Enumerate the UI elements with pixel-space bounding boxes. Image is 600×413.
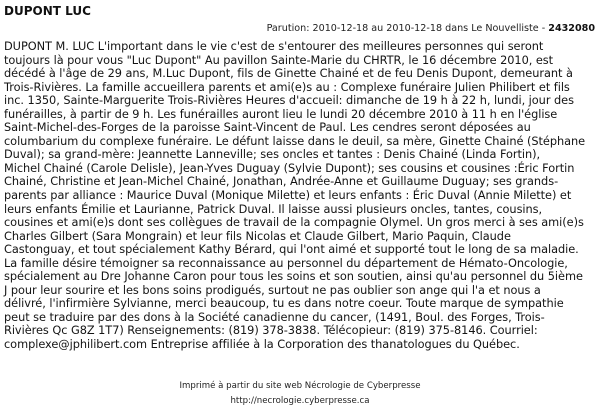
obituary-line: spécialement au Dre Johanne Caron pour tous les soins et son soutien, ainsi qu'au personnel du 5ième (4, 269, 583, 284)
obituary-line: Rivières Qc G8Z 1T7) Renseignements: (819) 378-3838. Télécopieur: (819) 375-8146. Courriel: (4, 323, 538, 338)
source-url-link[interactable]: http://necrologie.cyberpresse.ca (230, 396, 370, 406)
obituary-line: columbarium du complexe funéraire. Le défunt laisse dans le deuil, sa mère, Ginette Chainé (Stéphane (4, 133, 586, 148)
obituary-line: toujours là pour vous "Luc Dupont" Au pavillon Sainte-Marie du CHRTR, le 16 décembre 2010, est (4, 52, 554, 67)
obituary-line: leurs enfants Émilie et Laurianne, Patrick Duval. Il laisse aussi plusieurs oncles, tantes, cousins, (4, 201, 543, 216)
printed-from-text: Imprimé à partir du site web Nécrologie de Cyberpresse (179, 381, 421, 391)
obituary-line: funérailles, à partir de 9 h. Les funérailles auront lieu le lundi 20 décembre 2010 à 11 h en l'église (4, 106, 558, 121)
obituary-line: J pour leur sourire et les bons soins prodigués, surtout ne pas oublier son ange qui l'a et nous a (4, 282, 541, 297)
obituary-line: Saint-Michel-des-Forges de la paroisse Saint-Vincent de Paul. Les cendres seront déposées au (4, 120, 531, 135)
obituary-line: DUPONT M. LUC L'important dans le vie c'est de s'entourer des meilleures personnes qui seront (4, 39, 544, 53)
obituary-line: cousines et ami(e)s dont ses collègues de travail de la compagnie Olymel. Un gros merci à ses ami(e)s (4, 215, 584, 230)
obituary-line: Trois-Rivières. La famille accueillera parents et ami(e)s au : Complexe funéraire Julien Philibert et fils (4, 79, 570, 94)
obituary-line: Castonguay, et tout spécialement Kathy Bérard, qui l'ont aimé et supporté tout le long de sa maladie. (4, 242, 579, 257)
obituary-line: Duval); sa grand-mère: Jeannette Lanneville; ses oncles et tantes : Denis Chainé (Linda Fortin), (4, 147, 541, 162)
obituary-line: La famille désire témoigner sa reconnaissance au personnel du département de Hémato-Oncologie, (4, 255, 568, 270)
obituary-line: Michel Chainé (Carole Delisle), Jean-Yves Duguay (Sylvie Dupont); ses cousins et cousines :Éric Fortin (4, 160, 575, 175)
print-footer (0, 379, 600, 409)
obituary-line: Charles Gilbert (Sara Mongrain) et leur fils Nicolas et Claude Gilbert, Mario Paquin, Claude (4, 228, 511, 243)
obituary-line: complexe@jphilibert.com Entreprise affiliée à la Corporation des thanatologues du Québec. (4, 337, 520, 352)
obituary-title: DUPONT LUC (4, 4, 91, 18)
obituary-line: délivré, l'infirmière Sylvianne, merci beaucoup, tu es dans notre coeur. Toute marque de sympathie (4, 296, 564, 311)
obituary-line: décédé à l'âge de 29 ans, M.Luc Dupont, fils de Ginette Chainé et de feu Denis Dupont, demeurant à (4, 66, 573, 81)
obituary-line: parents par alliance : Maurice Duval (Monique Milette) et leurs enfants : Éric Duval (Annie Milette) et (4, 188, 572, 203)
obituary-line: peut se traduire par des dons à la Société canadienne du cancer, (1491, Boul. des Forges, Trois- (4, 309, 545, 324)
obituary-line: Chainé, Christine et Jean-Michel Chainé, Jonathan, Andrée-Anne et Guillaume Duguay; ses grands- (4, 174, 559, 189)
publication-info (267, 23, 595, 34)
obituary-line: inc. 1350, Sainte-Marguerite Trois-Rivières Heures d'accueil: dimanche de 19 h à 22 h, lundi, jour des (4, 93, 574, 108)
publication-dates: Parution: 2010-12-18 au 2010-12-18 dans Le Nouvelliste - (266, 23, 549, 34)
obituary-text (4, 40, 594, 352)
reference-number: 2432080 (548, 23, 595, 34)
